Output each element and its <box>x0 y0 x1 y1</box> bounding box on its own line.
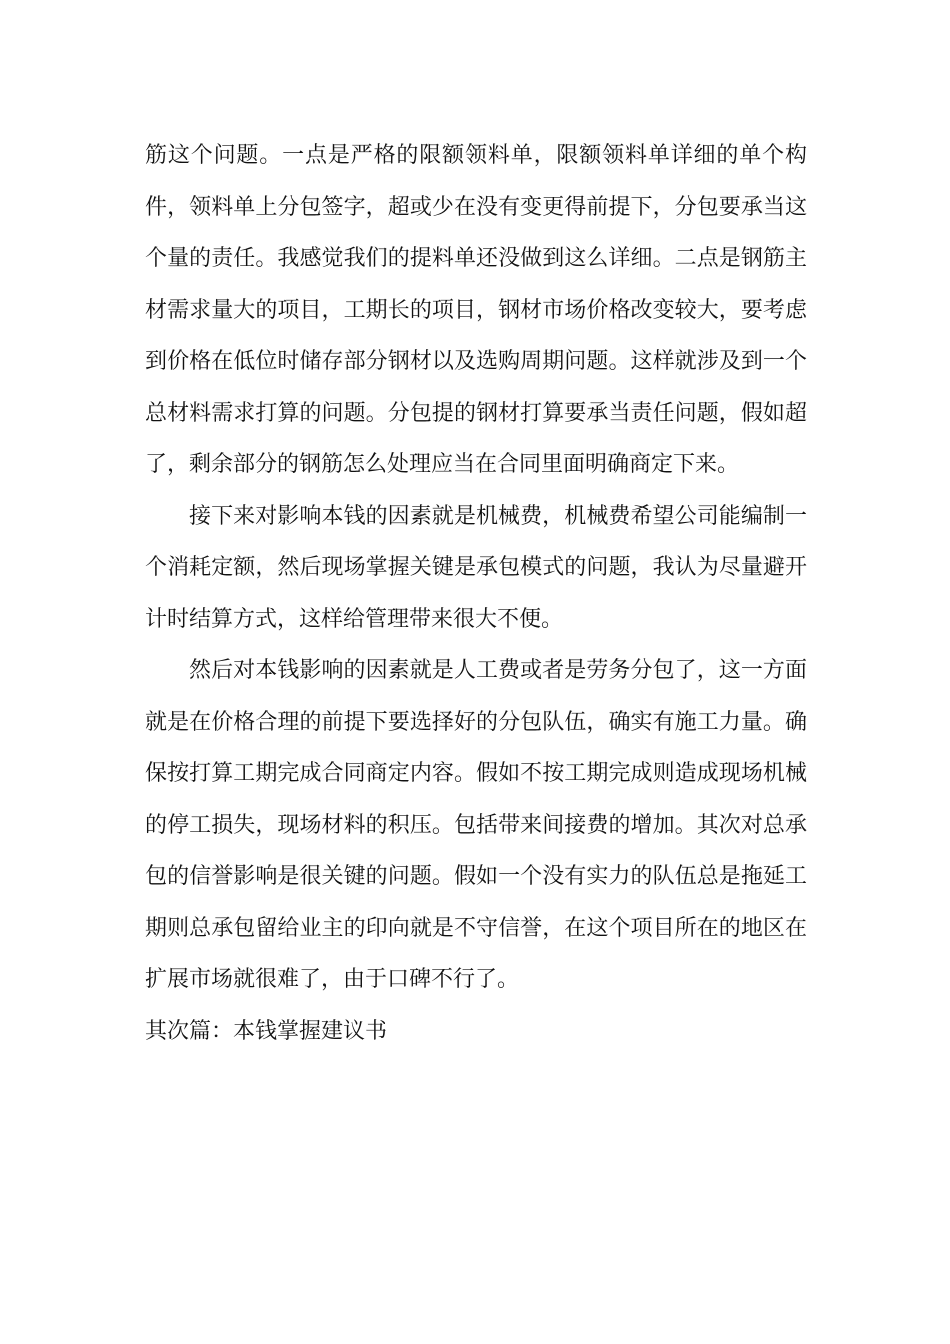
paragraph-material-control: 筋这个问题。一点是严格的限额领料单，限额领料单详细的单个构件，领料单上分包签字，超或少在没有变更得前提下，分包要承当这个量的责任。我感觉我们的提料单还没做到这么详细。二点是钢筋主材需求量大的项目，工期长的项目，钢材市场价格改变较大，要考虑到价格在低位时储存部分钢材以及选购周期问题。这样就涉及到一个总材料需求打算的问题。分包提的钢材打算要承当责任问题，假如超了，剩余部分的钢筋怎么处理应当在合同里面明确商定下来。 <box>145 143 807 477</box>
document-body <box>145 130 807 1057</box>
paragraph-machinery-cost: 接下来对影响本钱的因素就是机械费，机械费希望公司能编制一个消耗定额，然后现场掌握关键是承包模式的问题，我认为尽量避开计时结算方式，这样给管理带来很大不便。 <box>145 503 807 632</box>
paragraph-labor-cost: 然后对本钱影响的因素就是人工费或者是劳务分包了，这一方面就是在价格合理的前提下要选择好的分包队伍，确实有施工力量。确保按打算工期完成合同商定内容。假如不按工期完成则造成现场机械的停工损失，现场材料的积压。包括带来间接费的增加。其次对总承包的信誉影响是很关键的问题。假如一个没有实力的队伍总是拖延工期则总承包留给业主的印向就是不守信誉，在这个项目所在的地区在扩展市场就很难了，由于口碑不行了。 <box>145 658 807 992</box>
section-heading: 其次篇：本钱掌握建议书 <box>145 1018 388 1044</box>
